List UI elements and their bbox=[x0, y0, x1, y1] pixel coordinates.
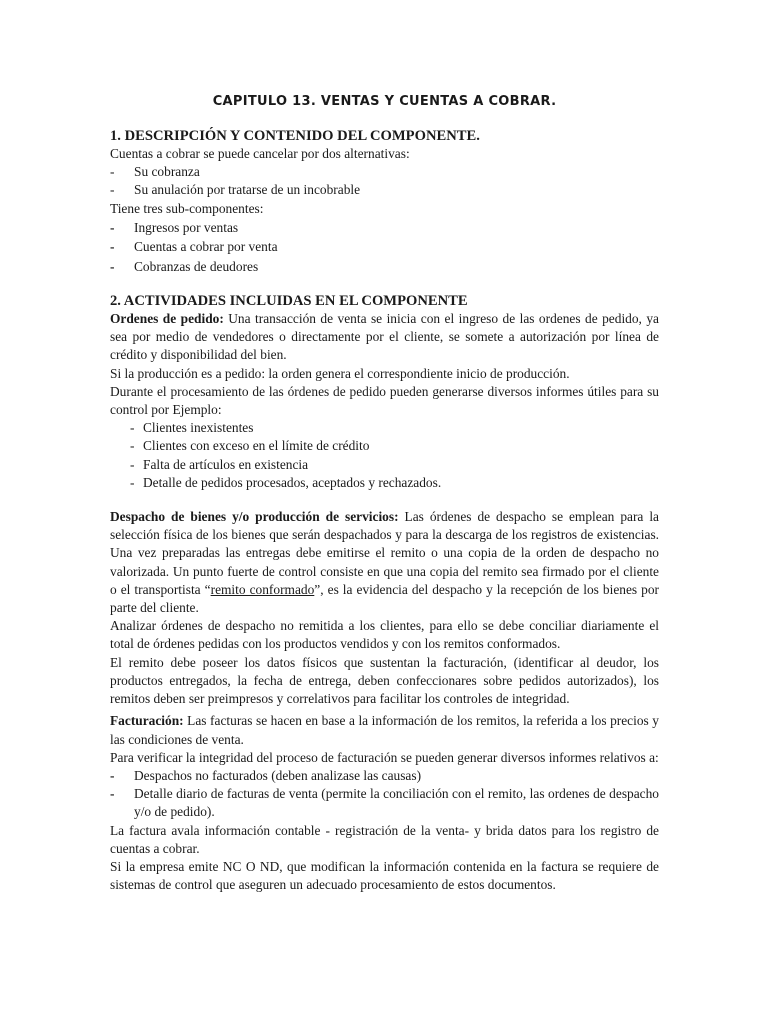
chapter-title: CAPITULO 13. VENTAS Y CUENTAS A COBRAR. bbox=[212, 94, 557, 109]
section-1-heading: 1. DESCRIPCIÓN Y CONTENIDO DEL COMPONENTE. bbox=[110, 128, 480, 144]
list-item: - Cuentas a cobrar por venta bbox=[110, 239, 278, 255]
subcomponents-intro: Tiene tres sub-componentes: bbox=[110, 200, 264, 216]
facturacion-paragraph: Facturación: Las facturas se hacen en base a la información de los remitos, la referida a los precios y las condiciones de venta. bbox=[110, 713, 659, 747]
produccion-paragraph: Si la producción es a pedido: la orden genera el correspondiente inicio de producción. bbox=[110, 365, 570, 381]
verificar-paragraph: Para verificar la integridad del proceso de facturación se pueden generar diversos informes relativos a: bbox=[110, 749, 659, 765]
list-item: - Su cobranza bbox=[110, 164, 200, 180]
list-item: - Clientes inexistentes bbox=[130, 420, 254, 436]
informes-list bbox=[110, 419, 659, 492]
remito-conformado-term: remito conformado bbox=[210, 581, 315, 597]
analizar-paragraph: Analizar órdenes de despacho no remitida a los clientes, para ello se debe conciliar diariamente el total de órdenes pedidas con los productos vendidos y con los remitos conformados. bbox=[110, 618, 659, 652]
nc-nd-paragraph: Si la empresa emite NC O ND, que modifican la información contenida en la factura se requiere de sistemas de control que aseguren un adecuado procesamiento de estos documentos. bbox=[110, 858, 659, 893]
ordenes-paragraph: Ordenes de pedido: Una transacción de venta se inicia con el ingreso de las ordenes de pedido, ya sea por medio de vendedores o directamente por el cliente, se somete a autorización por línea de crédito y disponibilidad del bien. bbox=[110, 311, 659, 363]
procesamiento-paragraph: Durante el procesamiento de las órdenes de pedido pueden generarse diversos informes útiles para su control por Ejemplo: bbox=[110, 383, 659, 418]
page-content bbox=[110, 93, 659, 894]
avala-paragraph: La factura avala información contable - registración de la venta- y brida datos para los registro de cuentas a cobrar. bbox=[110, 822, 659, 856]
despacho-paragraph: Despacho de bienes y/o producción de servicios: Las órdenes de despacho se emplean para la selección física de los bienes que serán despachados y para la descarga de los registros de existencias. Una vez preparadas las entregas debe emitirse el remito o una copia de la orden de despacho no valorizada. Un punto fuerte de control consiste en que una copia del remito sea firmado por el cliente o el transportista “remito conformado”, es la evidencia del despacho y la recepción de los bienes por parte del cliente. bbox=[110, 509, 660, 616]
list-item: - Despachos no facturados (deben analizase las causas) bbox=[110, 767, 422, 783]
remito-datos-paragraph: El remito debe poseer los datos físicos que sustentan la facturación, (identificar al deudor, los productos entregados, la fecha de entrega, deben confeccionares sobre pedidos autorizados), los remitos deben ser preimpresos y correlativos para facilitar los controles de integridad. bbox=[110, 654, 659, 707]
list-item: - Cobranzas de deudores bbox=[110, 258, 259, 274]
list-item: - Detalle diario de facturas de venta (permite la conciliación con el remito, las ordenes de despacho y/o de pedido). bbox=[110, 786, 659, 820]
list-item: - Falta de artículos en existencia bbox=[130, 456, 309, 472]
list-item: - Ingresos por ventas bbox=[110, 219, 239, 235]
list-item: - Clientes con exceso en el límite de crédito bbox=[130, 438, 370, 454]
list-item: - Detalle de pedidos procesados, aceptados y rechazados. bbox=[130, 474, 442, 490]
list-item: - Su anulación por tratarse de un incobrable bbox=[110, 182, 361, 198]
section-2-heading: 2. ACTIVIDADES INCLUIDAS EN EL COMPONENTE bbox=[110, 293, 468, 310]
alternatives-intro: Cuentas a cobrar se puede cancelar por dos alternativas: bbox=[110, 146, 410, 161]
